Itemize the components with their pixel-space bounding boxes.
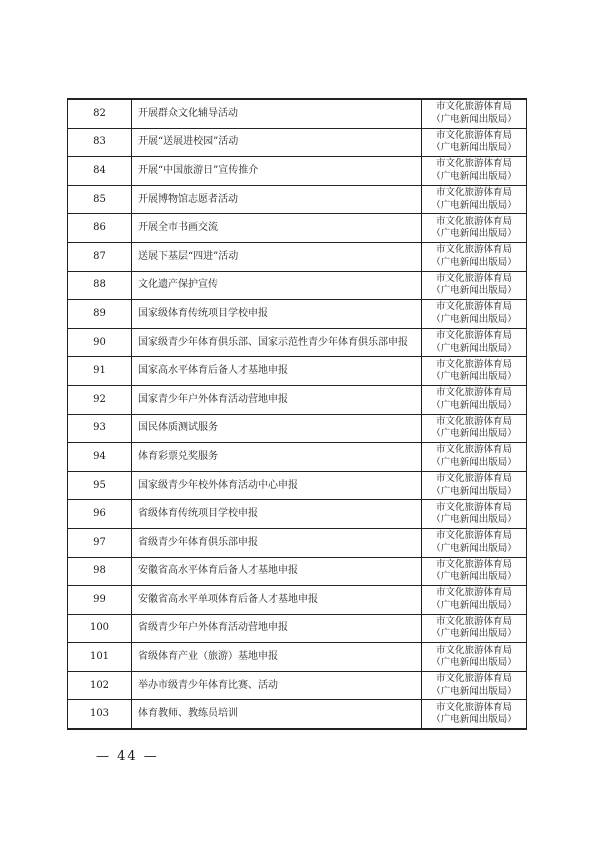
row-number: 95 [68, 471, 132, 500]
service-name: 国家级体育传统项目学校申报 [132, 300, 422, 329]
department-subname: （广电新闻出版局） [431, 485, 517, 497]
department-subname: （广电新闻出版局） [431, 657, 517, 669]
department-name: 市文化旅游体育局 [435, 387, 512, 399]
department-cell [422, 357, 527, 386]
department-subname: （广电新闻出版局） [431, 714, 517, 726]
service-name: 国家高水平体育后备人才基地申报 [132, 357, 422, 386]
table-row [68, 357, 527, 386]
department-name: 市文化旅游体育局 [435, 187, 512, 199]
table-row [68, 214, 527, 243]
service-name: 安徽省高水平单项体育后备人才基地申报 [132, 586, 422, 615]
row-number: 86 [68, 214, 132, 243]
department-name: 市文化旅游体育局 [435, 615, 512, 627]
department-subname: （广电新闻出版局） [431, 170, 517, 182]
service-name: 开展全市书画交流 [132, 214, 422, 243]
department-subname: （广电新闻出版局） [431, 285, 517, 297]
service-name: 开展“送展进校园”活动 [132, 128, 422, 157]
department-name: 市文化旅游体育局 [435, 330, 512, 342]
table-row [68, 557, 527, 586]
department-subname: （广电新闻出版局） [431, 399, 517, 411]
row-number: 91 [68, 357, 132, 386]
service-name: 国家青少年户外体育活动营地申报 [132, 385, 422, 414]
department-cell [422, 157, 527, 186]
department-name: 市文化旅游体育局 [435, 129, 512, 141]
service-name: 开展群众文化辅导活动 [132, 99, 422, 128]
table-row [68, 500, 527, 529]
table-row [68, 300, 527, 329]
row-number: 98 [68, 557, 132, 586]
department-subname: （广电新闻出版局） [431, 228, 517, 240]
row-number: 99 [68, 586, 132, 615]
row-number: 90 [68, 328, 132, 357]
department-name: 市文化旅游体育局 [435, 587, 512, 599]
department-subname: （广电新闻出版局） [431, 456, 517, 468]
table-row [68, 443, 527, 472]
department-name: 市文化旅游体育局 [435, 158, 512, 170]
department-subname: （广电新闻出版局） [431, 256, 517, 268]
row-number: 97 [68, 528, 132, 557]
department-cell [422, 528, 527, 557]
table-row [68, 242, 527, 271]
department-subname: （广电新闻出版局） [431, 685, 517, 697]
department-name: 市文化旅游体育局 [435, 215, 512, 227]
department-cell [422, 557, 527, 586]
department-cell [422, 271, 527, 300]
page-number: — 44 — [96, 749, 159, 764]
table-row [68, 471, 527, 500]
row-number: 94 [68, 443, 132, 472]
department-subname: （广电新闻出版局） [431, 313, 517, 325]
department-name: 市文化旅游体育局 [435, 701, 512, 713]
table-row [68, 99, 527, 128]
department-name: 市文化旅游体育局 [435, 101, 512, 113]
row-number: 85 [68, 185, 132, 214]
table-row [68, 157, 527, 186]
table-row [68, 586, 527, 615]
department-cell [422, 300, 527, 329]
department-subname: （广电新闻出版局） [431, 113, 517, 125]
department-name: 市文化旅游体育局 [435, 444, 512, 456]
row-number: 84 [68, 157, 132, 186]
department-cell [422, 643, 527, 672]
department-cell [422, 385, 527, 414]
table-row [68, 700, 527, 729]
department-cell [422, 700, 527, 729]
table-body [68, 99, 527, 729]
service-name: 省级体育传统项目学校申报 [132, 500, 422, 529]
department-cell [422, 99, 527, 128]
row-number: 92 [68, 385, 132, 414]
row-number: 88 [68, 271, 132, 300]
department-subname: （广电新闻出版局） [431, 571, 517, 583]
department-cell [422, 471, 527, 500]
department-cell [422, 185, 527, 214]
department-subname: （广电新闻出版局） [431, 342, 517, 354]
service-name: 体育彩票兑奖服务 [132, 443, 422, 472]
department-name: 市文化旅游体育局 [435, 530, 512, 542]
department-name: 市文化旅游体育局 [435, 558, 512, 570]
table-row [68, 385, 527, 414]
department-name: 市文化旅游体育局 [435, 644, 512, 656]
department-cell [422, 242, 527, 271]
row-number: 82 [68, 99, 132, 128]
department-name: 市文化旅游体育局 [435, 473, 512, 485]
row-number: 89 [68, 300, 132, 329]
service-name: 举办市级青少年体育比赛、活动 [132, 671, 422, 700]
department-cell [422, 614, 527, 643]
department-subname: （广电新闻出版局） [431, 599, 517, 611]
service-name: 体育教师、教练员培训 [132, 700, 422, 729]
department-cell [422, 586, 527, 615]
table-row [68, 328, 527, 357]
department-subname: （广电新闻出版局） [431, 428, 517, 440]
service-name: 开展“中国旅游日”宣传推介 [132, 157, 422, 186]
department-name: 市文化旅游体育局 [435, 415, 512, 427]
department-name: 市文化旅游体育局 [435, 272, 512, 284]
department-name: 市文化旅游体育局 [435, 358, 512, 370]
department-name: 市文化旅游体育局 [435, 501, 512, 513]
row-number: 93 [68, 414, 132, 443]
table-row [68, 414, 527, 443]
department-cell [422, 214, 527, 243]
service-name: 省级体育产业（旅游）基地申报 [132, 643, 422, 672]
service-name: 国家级青少年体育俱乐部、国家示范性青少年体育俱乐部申报 [132, 328, 422, 357]
department-name: 市文化旅游体育局 [435, 244, 512, 256]
table-row [68, 528, 527, 557]
department-subname: （广电新闻出版局） [431, 628, 517, 640]
service-name: 开展博物馆志愿者活动 [132, 185, 422, 214]
department-subname: （广电新闻出版局） [431, 142, 517, 154]
table-row [68, 128, 527, 157]
department-subname: （广电新闻出版局） [431, 542, 517, 554]
service-list-table [67, 98, 527, 730]
row-number: 83 [68, 128, 132, 157]
department-subname: （广电新闻出版局） [431, 199, 517, 211]
row-number: 96 [68, 500, 132, 529]
department-cell [422, 500, 527, 529]
department-subname: （广电新闻出版局） [431, 514, 517, 526]
department-cell [422, 128, 527, 157]
row-number: 103 [68, 700, 132, 729]
service-name: 省级青少年体育俱乐部申报 [132, 528, 422, 557]
department-name: 市文化旅游体育局 [435, 673, 512, 685]
table-row [68, 643, 527, 672]
service-name: 送展下基层“四进”活动 [132, 242, 422, 271]
service-name: 国民体质测试服务 [132, 414, 422, 443]
row-number: 87 [68, 242, 132, 271]
service-name: 文化遗产保护宣传 [132, 271, 422, 300]
department-name: 市文化旅游体育局 [435, 301, 512, 313]
row-number: 102 [68, 671, 132, 700]
department-cell [422, 443, 527, 472]
department-cell [422, 671, 527, 700]
table-row [68, 671, 527, 700]
service-name: 国家级青少年校外体育活动中心申报 [132, 471, 422, 500]
table-row [68, 185, 527, 214]
row-number: 101 [68, 643, 132, 672]
row-number: 100 [68, 614, 132, 643]
table-row [68, 271, 527, 300]
department-cell [422, 414, 527, 443]
table-row [68, 614, 527, 643]
service-name: 安徽省高水平体育后备人才基地申报 [132, 557, 422, 586]
service-name: 省级青少年户外体育活动营地申报 [132, 614, 422, 643]
department-subname: （广电新闻出版局） [431, 371, 517, 383]
department-cell [422, 328, 527, 357]
